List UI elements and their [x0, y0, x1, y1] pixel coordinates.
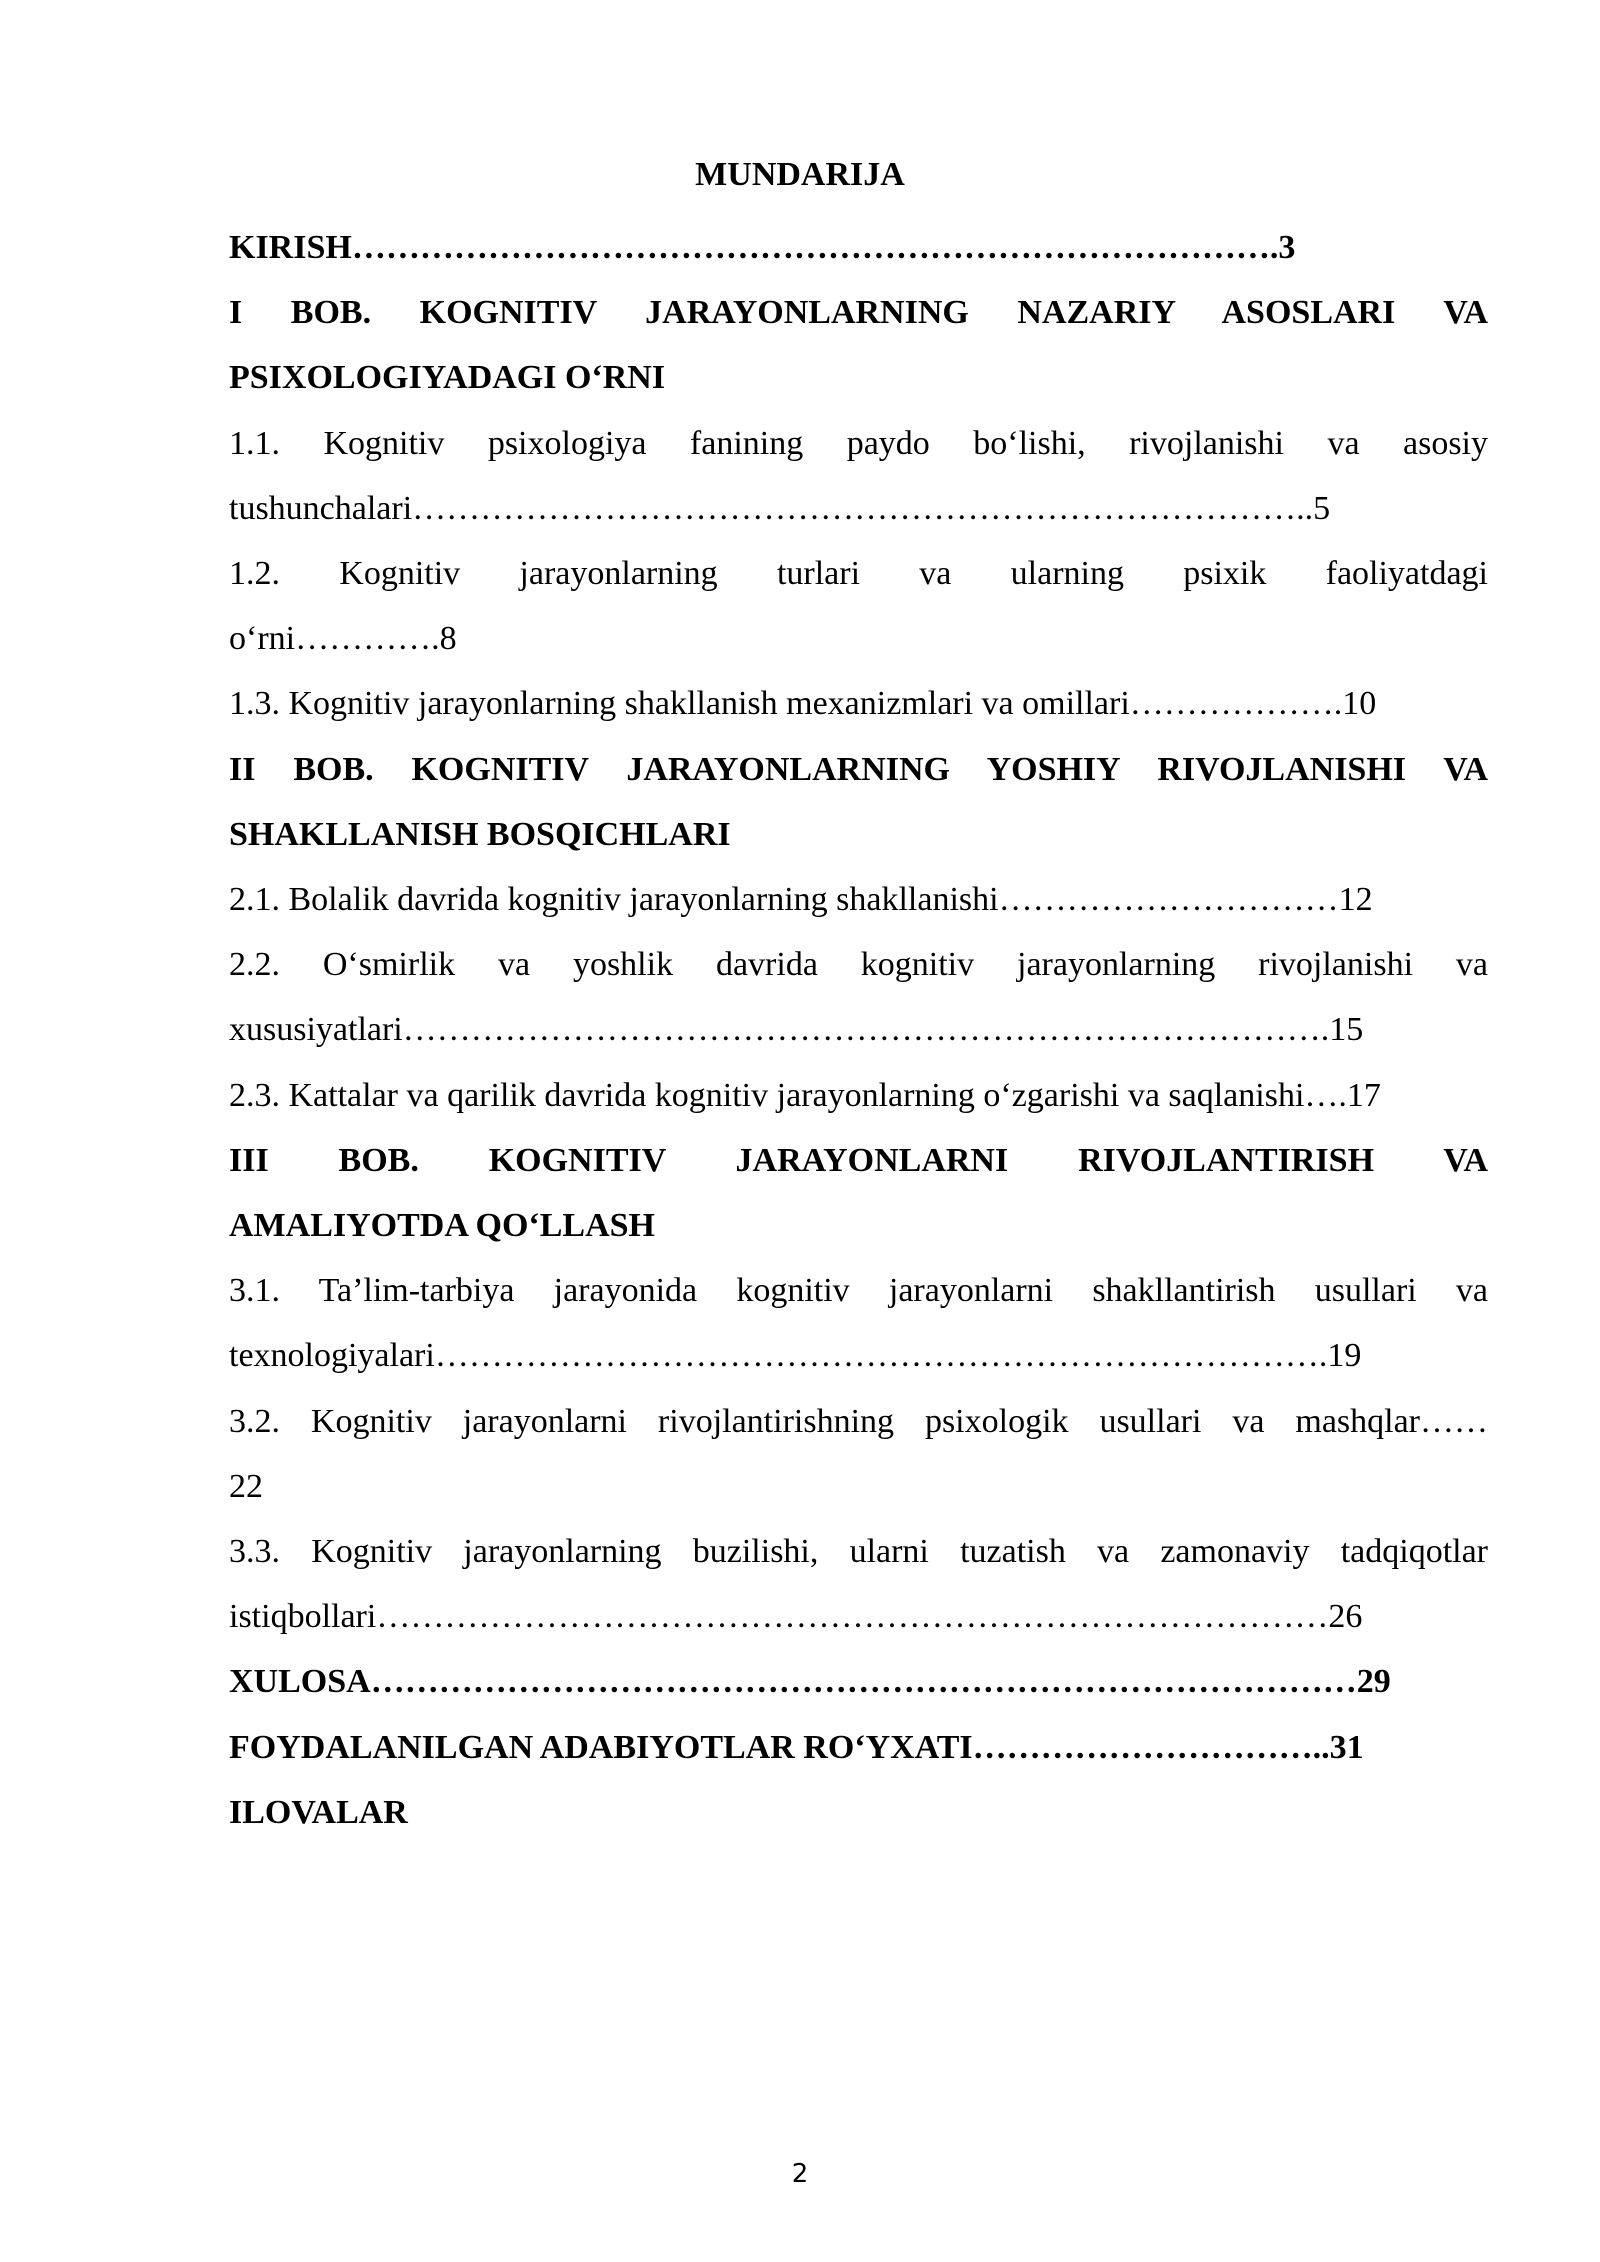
- toc-entry-line: tushunchalari……………………………………………………………………..5: [229, 489, 1331, 527]
- toc-entry-line: 22: [229, 1467, 263, 1505]
- toc-heading-line: XULOSA……………………………………………………………………………29: [229, 1663, 1391, 1701]
- toc-entry-line: istiqbollari…………………………………………………………………………26: [229, 1598, 1363, 1636]
- toc-entry-line: 1.3. Kognitiv jarayonlarning shakllanish mexanizmlari va omillari……………….10: [229, 685, 1377, 723]
- toc-entry-line: 2.1. Bolalik davrida kognitiv jarayonlarning shakllanishi…………………………12: [229, 881, 1373, 919]
- toc-heading-line: KIRISH……………………………………………………………………….3: [229, 229, 1296, 266]
- toc-heading-line: ILOVALAR: [229, 1793, 408, 1831]
- toc-entry-line: xususiyatlari……………………………………………………………………….15: [229, 1011, 1364, 1049]
- toc-heading-line: III BOB. KOGNITIV JARAYONLARNI RIVOJLANTIRISH VA: [229, 1141, 1488, 1179]
- toc-entry-line: o‘rni………….8: [229, 620, 457, 658]
- page-number: 2: [791, 2159, 809, 2189]
- toc-entry-line: 3.2. Kognitiv jarayonlarni rivojlantirishning psixologik usullari va mashqlar……: [229, 1402, 1488, 1440]
- toc-entry-line: 3.3. Kognitiv jarayonlarning buzilishi, ularni tuzatish va zamonaviy tadqiqotlar: [229, 1533, 1488, 1571]
- toc-entry-line: 2.3. Kattalar va qarilik davrida kognitiv jarayonlarning o‘zgarishi va saqlanishi….17: [229, 1076, 1381, 1114]
- toc-heading-line: II BOB. KOGNITIV JARAYONLARNING YOSHIY RIVOJLANISHI VA: [229, 750, 1488, 788]
- toc-entry-line: 1.1. Kognitiv psixologiya fanining paydo bo‘lishi, rivojlanishi va asosiy: [229, 424, 1488, 462]
- toc-heading-line: SHAKLLANISH BOSQICHLARI: [229, 815, 731, 853]
- toc-entry-line: 3.1. Ta’lim-tarbiya jarayonida kognitiv jarayonlarni shakllantirish usullari va: [229, 1272, 1488, 1310]
- toc-heading-line: PSIXOLOGIYADAGI O‘RNI: [229, 359, 666, 397]
- toc-heading-line: FOYDALANILGAN ADABIYOTLAR RO‘YXATI…………………………..31: [229, 1728, 1364, 1766]
- page-title: MUNDARIJA: [695, 156, 905, 193]
- toc-heading-line: AMALIYOTDA QO‘LLASH: [229, 1207, 655, 1245]
- toc-heading-line: I BOB. KOGNITIV JARAYONLARNING NAZARIY ASOSLARI VA: [229, 294, 1488, 332]
- table-of-contents: [229, 215, 1488, 1845]
- toc-entry-line: texnologiyalari…………………………………………………………………….19: [229, 1337, 1362, 1375]
- toc-entry-line: 1.2. Kognitiv jarayonlarning turlari va ularning psixik faoliyatdagi: [229, 555, 1488, 593]
- toc-entry-line: 2.2. O‘smirlik va yoshlik davrida kognitiv jarayonlarning rivojlanishi va: [229, 946, 1488, 984]
